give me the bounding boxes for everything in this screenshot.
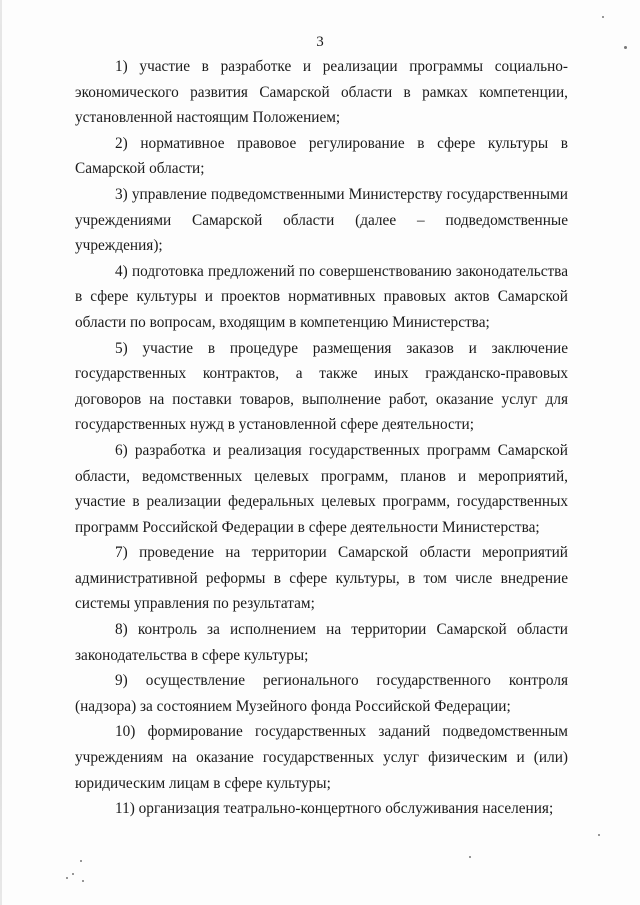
paragraph-item-1: 1) участие в разработке и реализации программы социально-экономического развития Самарской области в рамках компетенции, установленной настоящим Положением; bbox=[75, 58, 568, 127]
paragraph-item-4: 4) подготовка предложений по совершенствованию законодательства в сфере культуры и проектов нормативных правовых актов Самарской области по вопросам, входящим в компетенцию Министерства; bbox=[75, 262, 568, 331]
scan-speck bbox=[82, 880, 84, 882]
paragraph-item-11: 11) организация театрально-концертного обслуживания населения; bbox=[115, 800, 554, 818]
paragraph-item-9: 9) осуществление регионального государственного контроля (надзора) за состоянием Музейного фонда Российской Федерации; bbox=[75, 672, 568, 715]
paragraph-item-8: 8) контроль за исполнением на территории Самарской области законодательства в сфере культуры; bbox=[75, 621, 568, 664]
scan-speck bbox=[469, 856, 471, 858]
paragraph-item-7: 7) проведение на территории Самарской области мероприятий административной реформы в сфере культуры, в том числе внедрение системы управления по результатам; bbox=[75, 544, 568, 613]
paragraph-item-5: 5) участие в процедуре размещения заказов и заключение государственных контрактов, а также иных гражданско-правовых договоров на поставки товаров, выполнение работ, оказание услуг для государственных нужд в установленной сфере деятельности; bbox=[75, 339, 568, 434]
paragraph-item-2: 2) нормативное правовое регулирование в сфере культуры в Самарской области; bbox=[75, 134, 568, 178]
scan-left-edge bbox=[0, 0, 2, 905]
scan-speck bbox=[624, 46, 627, 49]
page-number: 3 bbox=[316, 34, 324, 50]
scan-speck bbox=[598, 834, 600, 836]
paragraph-item-6: 6) разработка и реализация государственных программ Самарской области, ведомственных целевых программ, планов и мероприятий, участие в реализации федеральных целевых программ, государственных программ Российской Федерации в сфере деятельности Министерства; bbox=[75, 441, 568, 536]
scan-speck bbox=[72, 873, 74, 875]
paragraph-item-3: 3) управление подведомственными Министерству государственными учреждениями Самарской области (далее – подведомственные учреждения); bbox=[75, 185, 568, 255]
scan-speck bbox=[80, 860, 82, 862]
scan-speck bbox=[602, 16, 604, 18]
paragraph-item-10: 10) формирование государственных заданий подведомственным учреждениям на оказание государственных услуг физическим и (или) юридическим лицам в сфере культуры; bbox=[75, 723, 568, 792]
document-body bbox=[75, 54, 568, 822]
scan-speck bbox=[66, 877, 68, 879]
